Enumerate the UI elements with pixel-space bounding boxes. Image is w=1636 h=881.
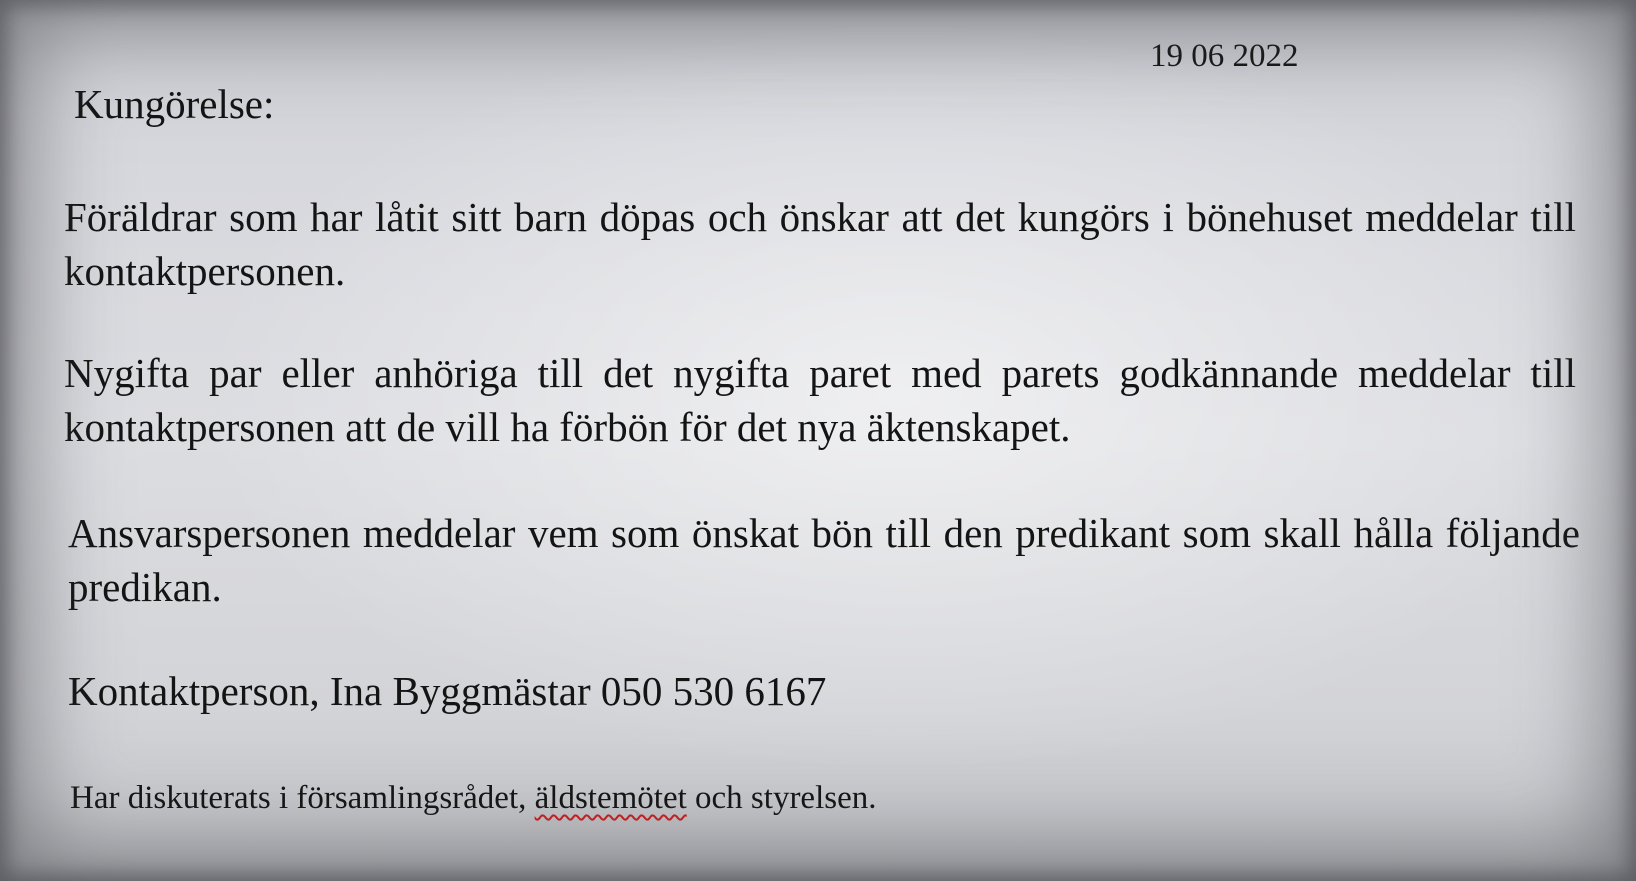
spellcheck-flagged-word: äldstemötet: [534, 780, 687, 816]
document-date: 19 06 2022: [1150, 38, 1299, 74]
paragraph-responsible-person: Ansvarspersonen meddelar vem som önskat bön till den predikant som skall hålla följande predikan.: [68, 510, 1580, 610]
contact-person-line: Kontaktperson, Ina Byggmästar 050 530 6167: [68, 668, 827, 714]
footer-note: [70, 780, 876, 817]
paragraph-marriage: Nygifta par eller anhöriga till det nygifta paret med parets godkännande meddelar till kontaktpersonen att de vill ha förbön för det nya äktenskapet.: [64, 350, 1576, 450]
document-heading: Kungörelse:: [74, 81, 275, 127]
paragraph-baptism: Föräldrar som har låtit sitt barn döpas och önskar att det kungörs i bönehuset meddelar till kontaktpersonen.: [64, 194, 1576, 294]
footer-text-after: och styrelsen.: [686, 780, 877, 816]
footer-text-before: Har diskuterats i församlingsrådet,: [70, 780, 535, 816]
